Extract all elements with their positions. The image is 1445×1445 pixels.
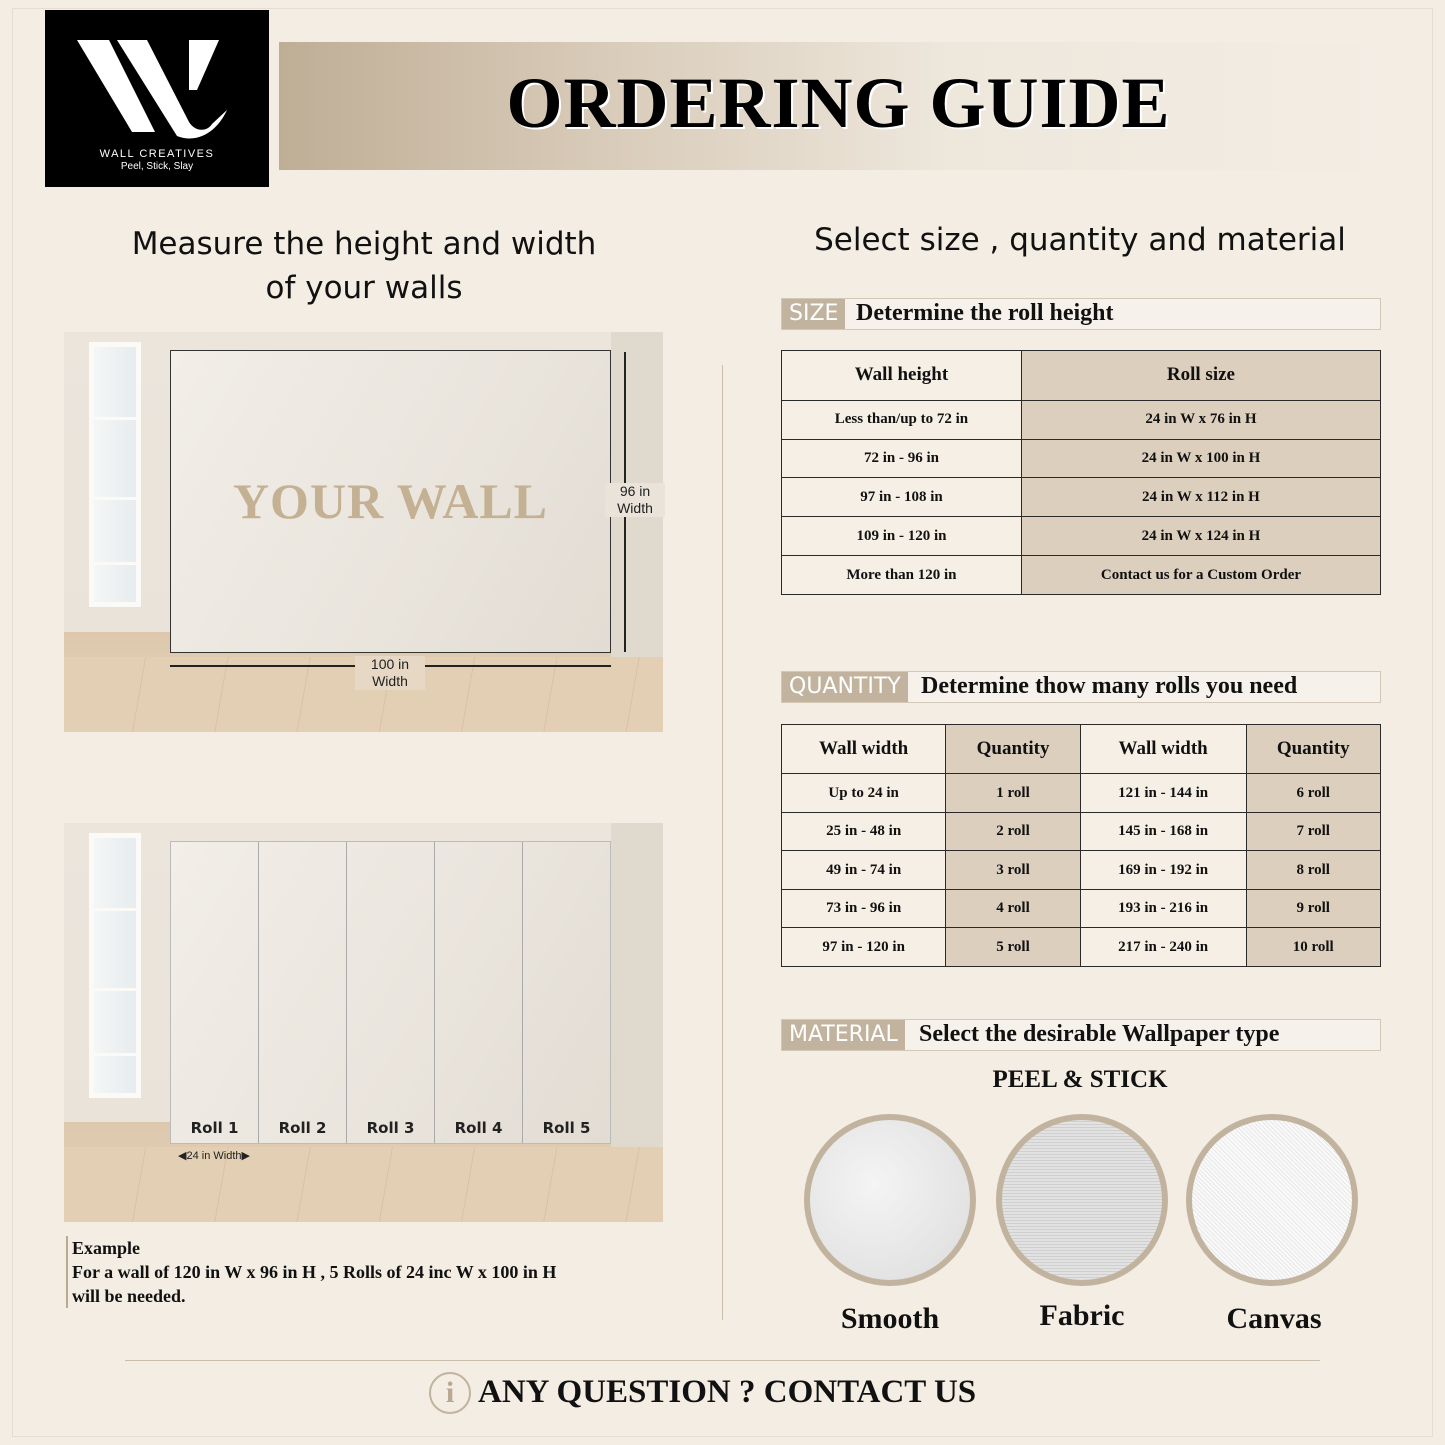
- table-row: [782, 889, 1381, 928]
- roll-panel: [259, 842, 347, 1143]
- size-tag: SIZE: [782, 299, 845, 329]
- quantity-table: [781, 724, 1381, 967]
- table-row: [782, 812, 1381, 851]
- cell: 2 roll: [946, 812, 1080, 851]
- cell: 145 in - 168 in: [1080, 812, 1246, 851]
- cell: 10 roll: [1246, 928, 1381, 967]
- roll-panels: [170, 841, 611, 1144]
- brand-tagline: Peel, Stick, Slay: [120, 161, 194, 172]
- table-row: [782, 439, 1381, 478]
- cell: 169 in - 192 in: [1080, 851, 1246, 890]
- roll-panel: [171, 842, 259, 1143]
- roll-width-text: 24 in Width: [186, 1150, 242, 1162]
- cell: 24 in W x 76 in H: [1021, 400, 1380, 439]
- cell: 9 roll: [1246, 889, 1381, 928]
- height-dim-unit: Width: [617, 500, 653, 516]
- size-header-wall-height: Wall height: [782, 351, 1022, 401]
- cell: 1 roll: [946, 774, 1080, 813]
- page-title: ORDERING GUIDE: [506, 63, 1171, 143]
- roll-width-dimension: ◀24 in Width▶: [178, 1150, 250, 1162]
- cell: 4 roll: [946, 889, 1080, 928]
- cell: Contact us for a Custom Order: [1021, 556, 1380, 595]
- cell: Up to 24 in: [782, 774, 946, 813]
- cell: 8 roll: [1246, 851, 1381, 890]
- roll-panel: [523, 842, 610, 1143]
- roll-label: Roll 3: [366, 1119, 415, 1137]
- roll-label: Roll 1: [190, 1119, 239, 1137]
- cell: 3 roll: [946, 851, 1080, 890]
- size-table: [781, 350, 1381, 595]
- swatch-canvas[interactable]: [1186, 1114, 1358, 1286]
- cell: 97 in - 108 in: [782, 478, 1022, 517]
- roll-panel: [347, 842, 435, 1143]
- left-heading-line1: Measure the height and width: [131, 226, 597, 262]
- qty-header: Wall width: [782, 725, 946, 774]
- material-section-bar: [781, 1019, 1381, 1051]
- footer-divider: [125, 1360, 1320, 1361]
- material-category: PEEL & STICK: [992, 1066, 1168, 1093]
- size-section-bar: [781, 298, 1381, 330]
- brand-name: WALL CREATIVES: [99, 148, 215, 160]
- cell: 24 in W x 100 in H: [1021, 439, 1380, 478]
- cell: 193 in - 216 in: [1080, 889, 1246, 928]
- contact-us-text[interactable]: ANY QUESTION ? CONTACT US: [478, 1374, 977, 1410]
- quantity-tag: QUANTITY: [782, 672, 908, 702]
- size-header-roll-size: Roll size: [1021, 351, 1380, 401]
- table-row: [782, 400, 1381, 439]
- height-dim-value: 96 in: [619, 483, 651, 499]
- cell: 6 roll: [1246, 774, 1381, 813]
- cell: 49 in - 74 in: [782, 851, 946, 890]
- cell: 97 in - 120 in: [782, 928, 946, 967]
- qty-header: Quantity: [946, 725, 1080, 774]
- left-heading: [64, 222, 664, 310]
- table-row: [782, 517, 1381, 556]
- swatch-fabric[interactable]: [996, 1114, 1168, 1286]
- example-title: Example: [72, 1238, 141, 1258]
- cell: 24 in W x 124 in H: [1021, 517, 1380, 556]
- cell: 73 in - 96 in: [782, 889, 946, 928]
- left-heading-line2: of your walls: [265, 270, 463, 306]
- quantity-section-bar: [781, 671, 1381, 703]
- table-row: [782, 928, 1381, 967]
- cell: Less than/up to 72 in: [782, 400, 1022, 439]
- cell: 109 in - 120 in: [782, 517, 1022, 556]
- table-row: [782, 478, 1381, 517]
- example-note: [66, 1236, 556, 1308]
- quantity-instruction: Determine thow many rolls you need: [921, 673, 1298, 699]
- width-dimension: [355, 656, 425, 690]
- cell: 121 in - 144 in: [1080, 774, 1246, 813]
- info-icon: i: [429, 1372, 471, 1414]
- your-wall-label: YOUR WALL: [232, 473, 549, 529]
- qty-header: Wall width: [1080, 725, 1246, 774]
- material-fabric-label: Fabric: [1039, 1299, 1125, 1332]
- table-row: [782, 851, 1381, 890]
- cell: 7 roll: [1246, 812, 1381, 851]
- cell: 72 in - 96 in: [782, 439, 1022, 478]
- roll-label: Roll 5: [542, 1119, 591, 1137]
- swatch-smooth[interactable]: [804, 1114, 976, 1286]
- cell: More than 120 in: [782, 556, 1022, 595]
- w-logo-icon: [77, 32, 237, 142]
- table-row: [782, 774, 1381, 813]
- table-row: [782, 556, 1381, 595]
- material-instruction: Select the desirable Wallpaper type: [919, 1021, 1280, 1047]
- material-canvas-label: Canvas: [1226, 1302, 1322, 1335]
- brand-logo: [45, 10, 269, 187]
- qty-header: Quantity: [1246, 725, 1381, 774]
- right-heading: Select size , quantity and material: [814, 222, 1346, 258]
- width-dim-unit: Width: [372, 673, 408, 689]
- column-divider: [722, 365, 723, 1320]
- example-line2: will be needed.: [72, 1286, 186, 1306]
- material-smooth-label: Smooth: [840, 1302, 940, 1335]
- cell: 24 in W x 112 in H: [1021, 478, 1380, 517]
- cell: 25 in - 48 in: [782, 812, 946, 851]
- material-tag: MATERIAL: [782, 1020, 905, 1050]
- room-image-rolls: [64, 823, 663, 1222]
- height-dimension: [605, 483, 665, 517]
- width-dim-value: 100 in: [370, 656, 410, 672]
- example-line1: For a wall of 120 in W x 96 in H , 5 Rolls of 24 inc W x 100 in H: [72, 1262, 557, 1282]
- cell: 217 in - 240 in: [1080, 928, 1246, 967]
- roll-label: Roll 4: [454, 1119, 503, 1137]
- roll-label: Roll 2: [278, 1119, 327, 1137]
- roll-panel: [435, 842, 523, 1143]
- cell: 5 roll: [946, 928, 1080, 967]
- size-instruction: Determine the roll height: [856, 300, 1114, 326]
